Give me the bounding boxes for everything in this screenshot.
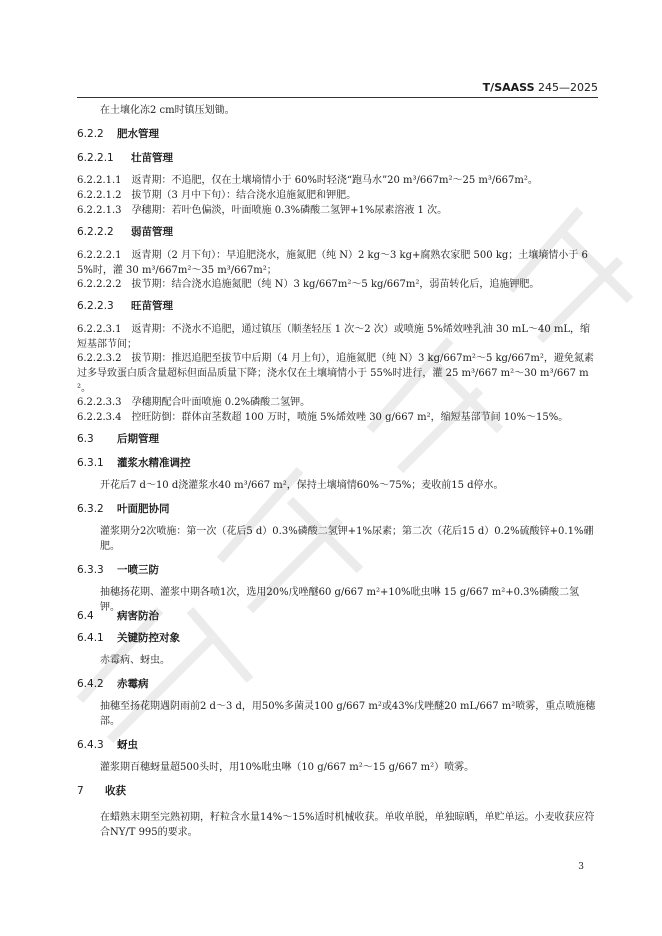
heading-number: 6.4.1 (77, 632, 104, 644)
list-item: 6.2.2.1.3 孕穗期：若叶色偏淡，叶面喷施 0.3%磷酸二氢钾+1%尿素溶液 1 次。 (77, 205, 448, 216)
heading-number: 7 (77, 785, 84, 797)
standard-number: 245—2025 (538, 81, 598, 94)
standard-prefix: T/SAASS (482, 81, 535, 94)
heading-title: 叶面肥协同 (117, 503, 170, 515)
section-heading (77, 502, 598, 517)
heading-title: 蚜虫 (117, 739, 138, 751)
heading-number: 6.3 (77, 433, 94, 445)
heading-number: 6.2.2.2 (77, 226, 114, 238)
heading-title: 关键防控对象 (117, 632, 180, 644)
list-item: 6.2.2.3.2 拔节期：推迟追肥至拔节中后期（4 月上旬），追施氮肥（纯 N）3 kg/667m²～5 kg/667m²，避免氮素过多导致蛋白质含量超标但面品质量下降；浇水仅在土壤墒情小于 55%时进行，灌 25 m³/667 m²～30 m³/667 m²。 (77, 353, 594, 394)
heading-number: 6.3.2 (77, 503, 104, 515)
list-item: 6.2.2.3.1 返青期：不浇水不追肥，通过镇压（顺垄轻压 1 次～2 次）或喷施 5%烯效唑乳油 30 mL～40 mL，缩短基部节间； (77, 324, 591, 350)
paragraph: 抽穗扬花期、灌浆中期各喷1次，选用20%戊唑醚60 g/667 m²+10%吡虫啉 15 g/667 m²+0.3%磷酸二氢钾。 (100, 587, 580, 613)
list-item: 6.2.2.1.2 拔节期（3 月中下旬）：结合浇水追施氮肥和钾肥。 (77, 190, 357, 201)
section-heading (77, 738, 598, 753)
heading-number: 6.3.3 (77, 564, 104, 576)
list-item: 6.2.2.3.3 孕穗期配合叶面喷施 0.2%磷酸二氢钾。 (77, 397, 311, 408)
heading-number: 6.2.2 (77, 128, 104, 140)
list-item: 6.2.2.2.1 返青期（2 月下旬）：早追肥浇水，施氮肥（纯 N）2 kg～3 kg+腐熟农家肥 500 kg；土壤墒情小于 65%时，灌 30 m³/667m²～35 m³/667m²； (77, 250, 588, 276)
paragraph: 灌浆期分2次喷施：第一次（花后5 d）0.3%磷酸二氢钾+1%尿素；第二次（花后15 d）0.2%硫酸锌+0.1%硼肥。 (100, 526, 594, 552)
heading-number: 6.3.1 (77, 457, 104, 469)
section-heading (77, 456, 598, 471)
paragraph: 抽穗至扬花期遇阴雨前2 d～3 d，用50%多菌灵100 g/667 m²或43%戊唑醚20 mL/667 m²喷雾，重点喷施穗部。 (100, 701, 596, 727)
section-heading (77, 151, 598, 166)
heading-number: 6.4.2 (77, 678, 104, 690)
heading-title: 赤霉病 (117, 678, 149, 690)
paragraph: 赤霉病、蚜虫。 (100, 655, 170, 666)
heading-title: 肥水管理 (117, 128, 159, 140)
heading-title: 后期管理 (117, 433, 159, 445)
paragraph: 在土壤化冻2 cm时镇压划锄。 (100, 105, 235, 116)
heading-number: 6.4 (77, 610, 94, 622)
heading-number: 6.2.2.3 (77, 300, 114, 312)
section-heading (77, 225, 598, 240)
paragraph: 开花后7 d～10 d浇灌浆水40 m³/667 m²，保持土壤墒情60%～75%；麦收前15 d停水。 (100, 480, 504, 491)
list-item: 6.2.2.1.1 返青期：不追肥，仅在土壤墒情小于 60%时轻浇“跑马水”20 m³/667m²～25 m³/667m²。 (77, 175, 538, 186)
section-heading (77, 677, 598, 692)
list-item: 6.2.2.2.2 拔节期：结合浇水追施氮肥（纯 N）3 kg/667m²～5 kg/667m²，弱苗转化后，追施钾肥。 (77, 279, 540, 290)
paragraph: 在蜡熟末期至完熟初期，籽粒含水量14%～15%适时机械收获。单收单脱，单独晾晒，单贮单运。小麦收获应符合NY/T 995的要求。 (100, 812, 595, 838)
section-heading (77, 432, 598, 447)
section-heading (77, 609, 598, 624)
section-heading (77, 299, 598, 314)
section-heading (77, 127, 598, 142)
standard-code (483, 81, 598, 94)
page-number: 3 (578, 862, 584, 872)
header-rule (77, 97, 598, 98)
heading-title: 壮苗管理 (131, 152, 173, 164)
list-item: 6.2.2.3.4 控旺防倒：群体亩茎数超 100 万时，喷施 5%烯效唑 30 g/667 m²，缩短基部节间 10%～15%。 (77, 412, 569, 423)
section-heading (77, 563, 598, 578)
heading-title: 病害防治 (117, 610, 159, 622)
section-heading (77, 631, 598, 646)
heading-title: 收获 (105, 785, 126, 797)
heading-title: 一喷三防 (117, 564, 159, 576)
heading-number: 6.2.2.1 (77, 152, 114, 164)
paragraph: 灌浆期百穗蚜量超500头时，用10%吡虫啉（10 g/667 m²～15 g/667 m²）喷雾。 (100, 762, 475, 773)
heading-number: 6.4.3 (77, 739, 104, 751)
section-heading (77, 784, 598, 799)
heading-title: 灌浆水精准调控 (117, 457, 191, 469)
heading-title: 旺苗管理 (131, 300, 173, 312)
heading-title: 弱苗管理 (131, 226, 173, 238)
